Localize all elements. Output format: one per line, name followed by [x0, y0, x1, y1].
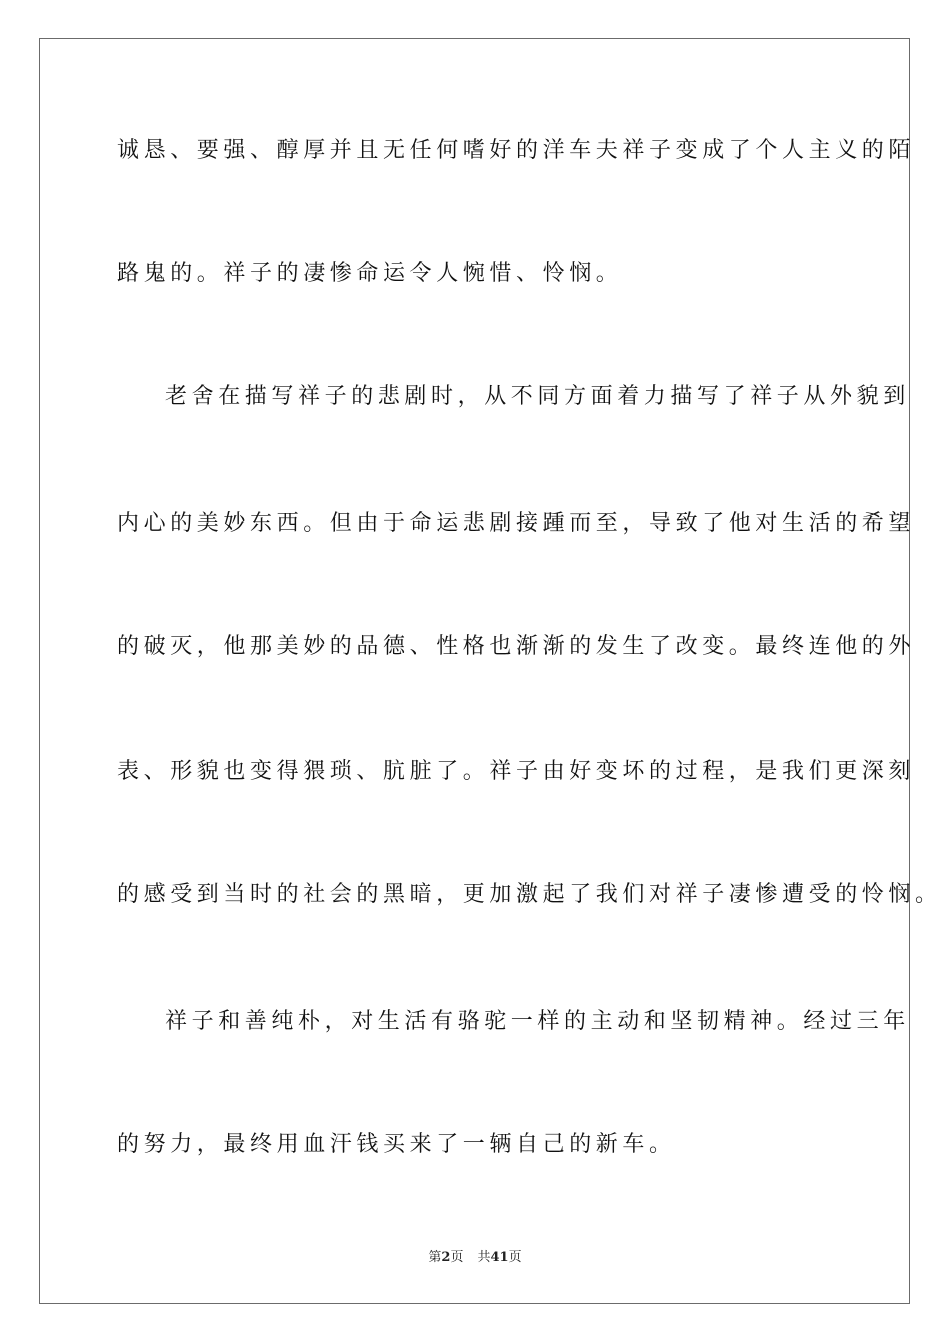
- page-prefix: 第: [428, 1250, 442, 1265]
- total-suffix: 页: [508, 1250, 522, 1265]
- text-line-5: 的破灭，他那美妙的品德、性格也渐渐的发生了改变。最终连他的外: [117, 634, 916, 659]
- text-line-9: 的努力，最终用血汗钱买来了一辆自己的新车。: [117, 1132, 676, 1157]
- total-prefix: 共: [477, 1250, 491, 1265]
- text-line-4: 内心的美妙东西。但由于命运悲剧接踵而至，导致了他对生活的希望: [117, 511, 916, 536]
- page-border: [39, 38, 942, 1304]
- text-line-3: 老舍在描写祥子的悲剧时，从不同方面着力描写了祥子从外貌到: [165, 384, 910, 409]
- text-line-2: 路鬼的。祥子的凄惨命运令人惋惜、怜悯。: [117, 261, 623, 286]
- text-line-7: 的感受到当时的社会的黑暗，更加激起了我们对祥子凄惨遭受的怜悯。: [117, 882, 942, 907]
- page-footer: [0, 1246, 950, 1265]
- text-line-1: 诚恳、要强、醇厚并且无任何嗜好的洋车夫祥子变成了个人主义的陌: [117, 138, 916, 163]
- page-suffix: 页: [450, 1250, 464, 1265]
- page-number: 2: [441, 1250, 451, 1265]
- text-line-6: 表、形貌也变得猥琐、肮脏了。祥子由好变坏的过程，是我们更深刻: [117, 759, 916, 784]
- text-line-8: 祥子和善纯朴，对生活有骆驼一样的主动和坚韧精神。经过三年: [165, 1009, 910, 1034]
- total-pages: 41: [490, 1250, 509, 1265]
